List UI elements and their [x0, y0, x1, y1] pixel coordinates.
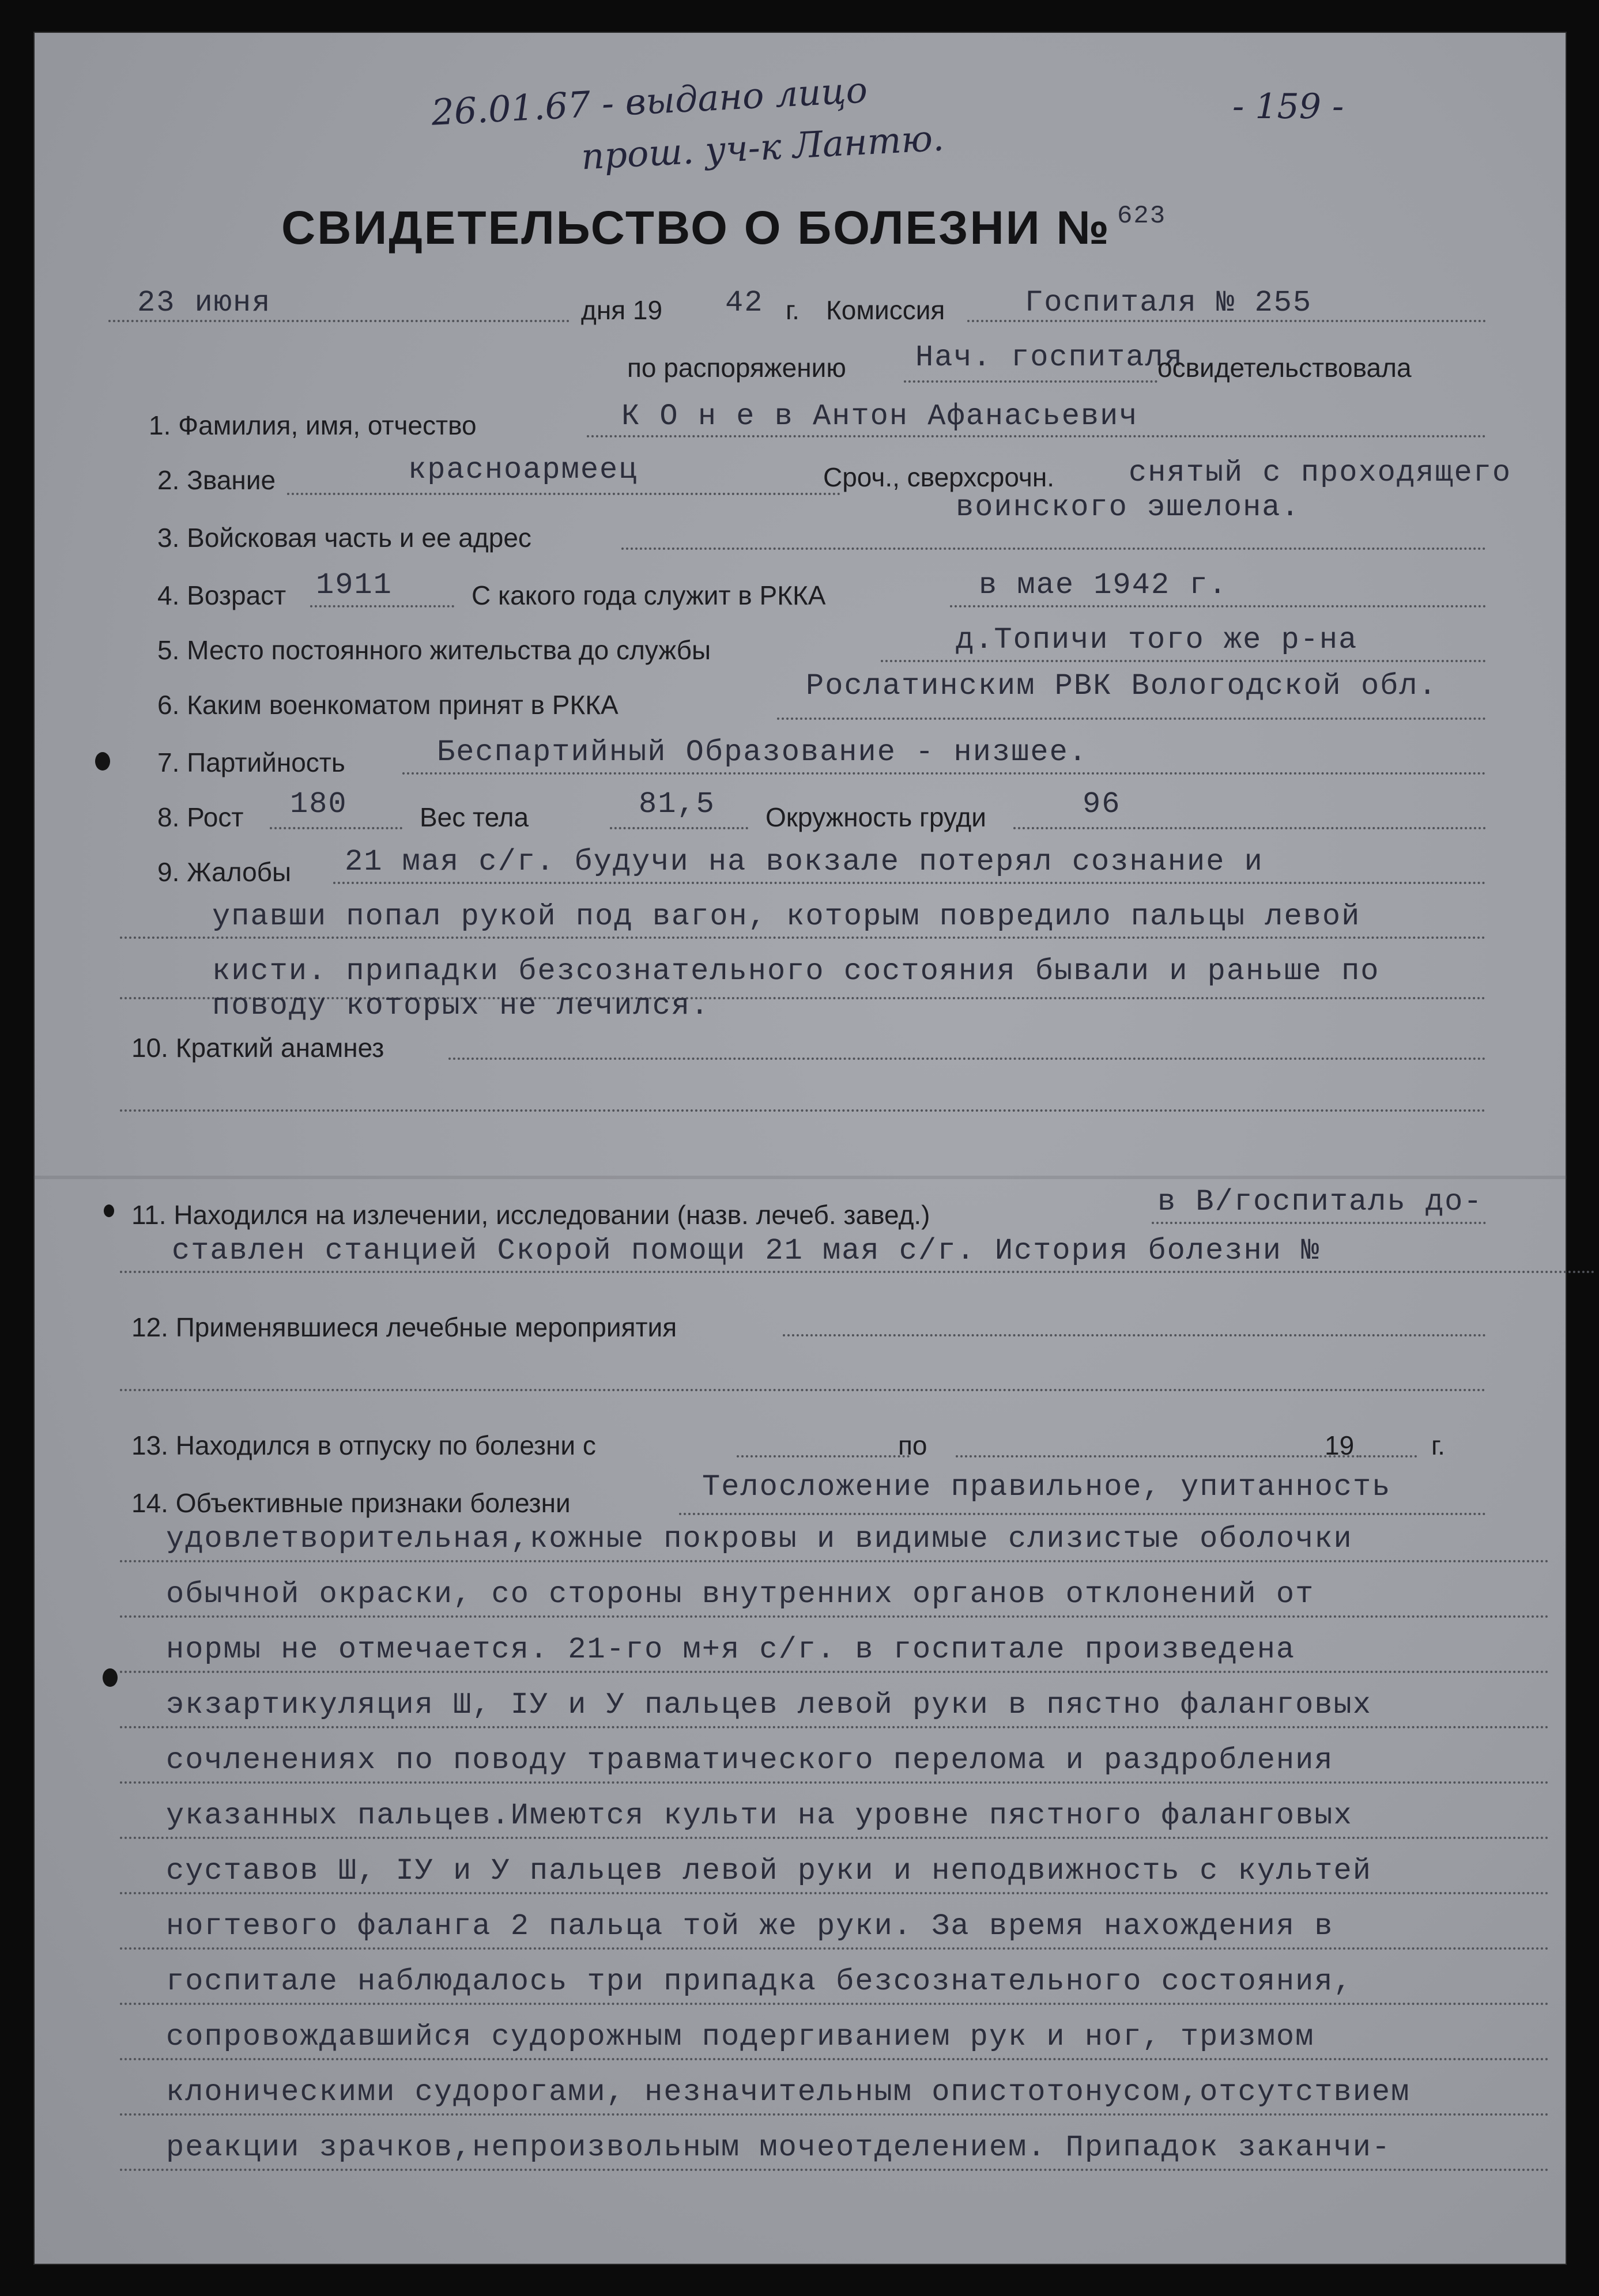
line [587, 435, 1486, 437]
line [679, 1513, 1486, 1515]
line [120, 2003, 1549, 2005]
findings-line: нормы не отмечается. 21-го м+я с/г. в госпитале произведена [166, 1633, 1296, 1667]
page-number: - 159 - [1232, 86, 1344, 127]
label-order: по распоряжению [627, 353, 846, 383]
complaints-line-2: упавши попал рукой под вагон, которым повредило пальцы левой [212, 900, 1361, 934]
field-7-label: 7. Партийность [157, 747, 345, 777]
punch-hole [95, 752, 110, 771]
line [120, 1615, 1549, 1618]
field-6-value: Рослатинским РВК Вологодской обл. [806, 669, 1438, 703]
label-certified: освидетельствовала [1157, 353, 1412, 383]
date-day: 23 июня [137, 286, 271, 320]
line [120, 1781, 1549, 1784]
field-4-label: 4. Возраст [157, 580, 286, 610]
field-2-value2a: снятый с проходящего [1129, 456, 1512, 490]
line [310, 605, 454, 607]
field-4-label2: С какого года служит в РККА [472, 580, 826, 610]
field-12-label: 12. Применявшиеся лечебные мероприятия [131, 1312, 677, 1342]
line [333, 882, 1486, 884]
line [120, 1389, 1486, 1391]
line [950, 605, 1486, 607]
findings-line: клоническими судорогами, незначительным опистотонусом,отсутствием [166, 2075, 1411, 2109]
punch-hole [104, 1204, 114, 1217]
line [956, 1455, 1359, 1457]
year: 42 [725, 286, 764, 320]
document-title: СВИДЕТЕЛЬСТВО О БОЛЕЗНИ № [281, 202, 1111, 254]
field-2-label: 2. Звание [157, 465, 276, 495]
findings-line: ногтевого фаланга 2 пальца той же руки. За время нахождения в [166, 1909, 1334, 1943]
field-13-po: по [898, 1430, 927, 1460]
treatment-line-2: ставлен станцией Скорой помощи 21 мая с/г. История болезни № [172, 1234, 1321, 1268]
line [904, 380, 1157, 383]
line [120, 936, 1486, 939]
order-value: Нач. госпиталя [915, 341, 1183, 375]
line [120, 1726, 1549, 1728]
findings-line-0: Телосложение правильное, упитанность [702, 1470, 1391, 1504]
field-6-label: 6. Каким военкоматом принят в РККА [157, 690, 619, 720]
line [1359, 1455, 1417, 1457]
field-8-value2: 81,5 [639, 787, 715, 821]
certificate-number: 623 [1117, 202, 1167, 231]
line [1013, 827, 1486, 829]
line [881, 660, 1486, 662]
field-8-value: 180 [290, 787, 348, 821]
field-8-label: 8. Рост [157, 802, 244, 832]
line [287, 493, 840, 495]
field-2-value2b: воинского эшелона. [956, 490, 1300, 524]
label-day: дня 19 [581, 295, 663, 325]
line [120, 1271, 1596, 1273]
field-13-19: 19 [1325, 1430, 1355, 1460]
line [120, 1837, 1549, 1839]
field-4-value: 1911 [316, 568, 393, 602]
handwritten-note-line1: 26.01.67 - выдано лицо [430, 69, 869, 134]
findings-line: реакции зрачков,непроизвольным мочеотделением. Припадок заканчи- [166, 2131, 1391, 2165]
line [270, 827, 402, 829]
line [120, 2058, 1549, 2060]
findings-line: обычной окраски, со стороны внутренних органов отклонений от [166, 1577, 1315, 1611]
field-8-value3: 96 [1083, 787, 1121, 821]
line [120, 1892, 1549, 1894]
line [120, 2169, 1549, 2171]
label-commission: Комиссия [826, 295, 945, 325]
line [120, 1947, 1549, 1950]
field-5-value: д.Топичи того же р-на [956, 623, 1358, 657]
line [120, 2113, 1549, 2116]
document-sheet [33, 32, 1567, 2265]
line [783, 1334, 1486, 1336]
line [621, 547, 1486, 550]
line [402, 772, 1486, 775]
field-9-label: 9. Жалобы [157, 857, 292, 887]
label-g: г. [786, 295, 800, 325]
findings-line: экзартикуляция Ш, IУ и У пальцев левой руки в пястно фаланговых [166, 1688, 1372, 1722]
complaints-line-4: поводу которых не лечился. [212, 989, 710, 1023]
field-11-label: 11. Находился на излечении, исследовании (назв. лечеб. завед.) [131, 1200, 930, 1230]
punch-hole [103, 1668, 118, 1687]
line [120, 1671, 1549, 1673]
complaints-line-1: 21 мая с/г. будучи на вокзале потерял сознание и [345, 845, 1264, 879]
findings-line: госпитале наблюдалось три припадка безсознательного состояния, [166, 1965, 1353, 1999]
findings-line: указанных пальцев.Имеются культи на уровне пястного фаланговых [166, 1799, 1353, 1833]
findings-line: удовлетворительная,кожные покровы и видимые слизистые оболочки [166, 1522, 1353, 1556]
complaints-line-3: кисти. припадки безсознательного состояния бывали и раньше по [212, 954, 1380, 988]
line [610, 827, 748, 829]
field-4-value2: в мае 1942 г. [979, 568, 1228, 602]
field-7-value: Беспартийный Образование - низшее. [437, 735, 1088, 769]
line [777, 717, 1486, 720]
field-13-g: г. [1431, 1430, 1445, 1460]
field-8-label3: Окружность груди [765, 802, 986, 832]
field-5-label: 5. Место постоянного жительства до службы [157, 635, 711, 665]
field-1-label: 1. Фамилия, имя, отчество [149, 410, 477, 440]
paper-fold [33, 1176, 1567, 1179]
line [967, 320, 1486, 322]
handwritten-note-line2: прош. уч-к Лантю. [580, 116, 945, 178]
treatment-line-1: в В/госпиталь до- [1157, 1185, 1483, 1219]
line [737, 1455, 910, 1457]
findings-line: суставов Ш, IУ и У пальцев левой руки и неподвижность с культей [166, 1854, 1372, 1888]
findings-line: сопровождавшийся судорожным подергиванием рук и ног, тризмом [166, 2020, 1315, 2054]
line [448, 1058, 1486, 1060]
field-8-label2: Вес тела [420, 802, 529, 832]
field-10-label: 10. Краткий анамнез [131, 1033, 384, 1063]
field-14-label: 14. Объективные признаки болезни [131, 1488, 571, 1518]
line [120, 1109, 1486, 1112]
line [120, 1560, 1549, 1562]
field-2-label2: Сроч., сверхсрочн. [823, 462, 1055, 492]
field-2-value: красноармеец [408, 453, 638, 487]
findings-line: сочленениях по поводу травматического перелома и раздробления [166, 1743, 1334, 1777]
commission-value: Госпиталя № 255 [1025, 286, 1313, 320]
line [108, 320, 570, 322]
field-1-value: К О н е в Антон Афанасьевич [621, 399, 1138, 433]
field-13-label: 13. Находился в отпуску по болезни с [131, 1430, 596, 1460]
field-3-label: 3. Войсковая часть и ее адрес [157, 523, 531, 553]
line [1152, 1222, 1486, 1224]
